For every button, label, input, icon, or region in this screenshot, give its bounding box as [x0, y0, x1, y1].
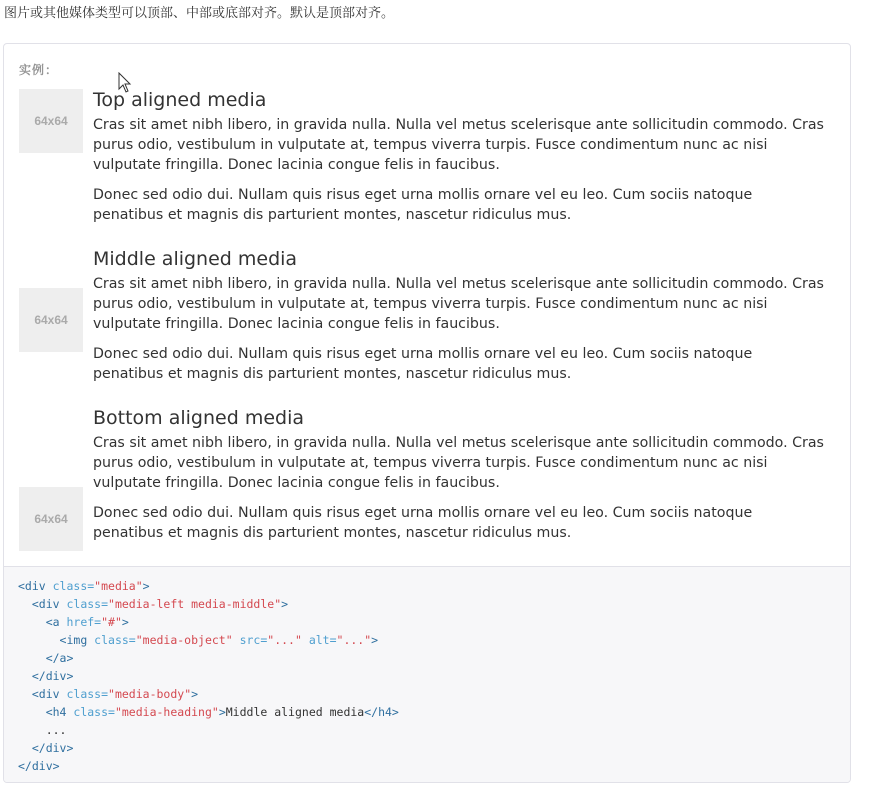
- code-line: <div class="media-body">: [31, 687, 199, 701]
- media-body: [93, 248, 825, 384]
- code-line: </div>: [31, 669, 74, 683]
- media-middle: [19, 248, 839, 388]
- media-paragraph: Cras sit amet nibh libero, in gravida nulla. Nulla vel metus scelerisque ante sollicitudin commodo. Cras purus odio, vestibulum in vulputate at, tempus viverra turpis. Fusce condimentum nunc ac nisi vulputate fringilla. Donec lacinia congue felis in faucibus.: [93, 117, 824, 173]
- media-paragraph: Cras sit amet nibh libero, in gravida nulla. Nulla vel metus scelerisque ante sollicitudin commodo. Cras purus odio, vestibulum in vulputate at, tempus viverra turpis. Fusce condimentum nunc ac nisi vulputate fringilla. Donec lacinia congue felis in faucibus.: [93, 276, 824, 332]
- intro-text: 图片或其他媒体类型可以顶部、中部或底部对齐。默认是顶部对齐。: [4, 6, 395, 21]
- media-placeholder-image[interactable]: 64x64: [19, 89, 83, 153]
- code-line: </div>: [31, 741, 74, 755]
- media-bottom: [19, 407, 839, 552]
- code-line: <div class="media-left media-middle">: [31, 597, 289, 611]
- mouse-pointer-icon: [118, 72, 132, 94]
- code-block[interactable]: [4, 566, 850, 782]
- code-line: <h4 class="media-heading">Middle aligned media</h4>: [45, 705, 399, 719]
- example-box: [3, 43, 851, 783]
- media-heading: Middle aligned media: [93, 248, 298, 270]
- media-paragraph: Donec sed odio dui. Nullam quis risus eget urna mollis ornare vel eu leo. Cum sociis natoque penatibus et magnis dis parturient montes, nascetur ridiculus mus.: [93, 505, 753, 541]
- code-line: <div class="media">: [18, 579, 150, 593]
- media-paragraph: Cras sit amet nibh libero, in gravida nulla. Nulla vel metus scelerisque ante sollicitudin commodo. Cras purus odio, vestibulum in vulputate at, tempus viverra turpis. Fusce condimentum nunc ac nisi vulputate fringilla. Donec lacinia congue felis in faucibus.: [93, 435, 824, 491]
- media-paragraph: Donec sed odio dui. Nullam quis risus eget urna mollis ornare vel eu leo. Cum sociis natoque penatibus et magnis dis parturient montes, nascetur ridiculus mus.: [93, 187, 753, 223]
- code-line: <img class="media-object" src="..." alt="...">: [59, 633, 379, 647]
- code-line: </div>: [18, 759, 60, 773]
- media-top: [19, 89, 839, 229]
- media-body: [93, 407, 825, 543]
- media-placeholder-image[interactable]: 64x64: [19, 487, 83, 551]
- code-line: ...: [45, 723, 67, 737]
- code-line: <a href="#">: [45, 615, 129, 629]
- media-heading: Bottom aligned media: [93, 407, 305, 429]
- media-placeholder-image[interactable]: 64x64: [19, 288, 83, 352]
- media-body: [93, 89, 825, 225]
- code-line: </a>: [45, 651, 74, 665]
- media-paragraph: Donec sed odio dui. Nullam quis risus eget urna mollis ornare vel eu leo. Cum sociis natoque penatibus et magnis dis parturient montes, nascetur ridiculus mus.: [93, 346, 753, 382]
- example-label: 实例：: [19, 63, 59, 77]
- media-heading: Top aligned media: [93, 89, 267, 111]
